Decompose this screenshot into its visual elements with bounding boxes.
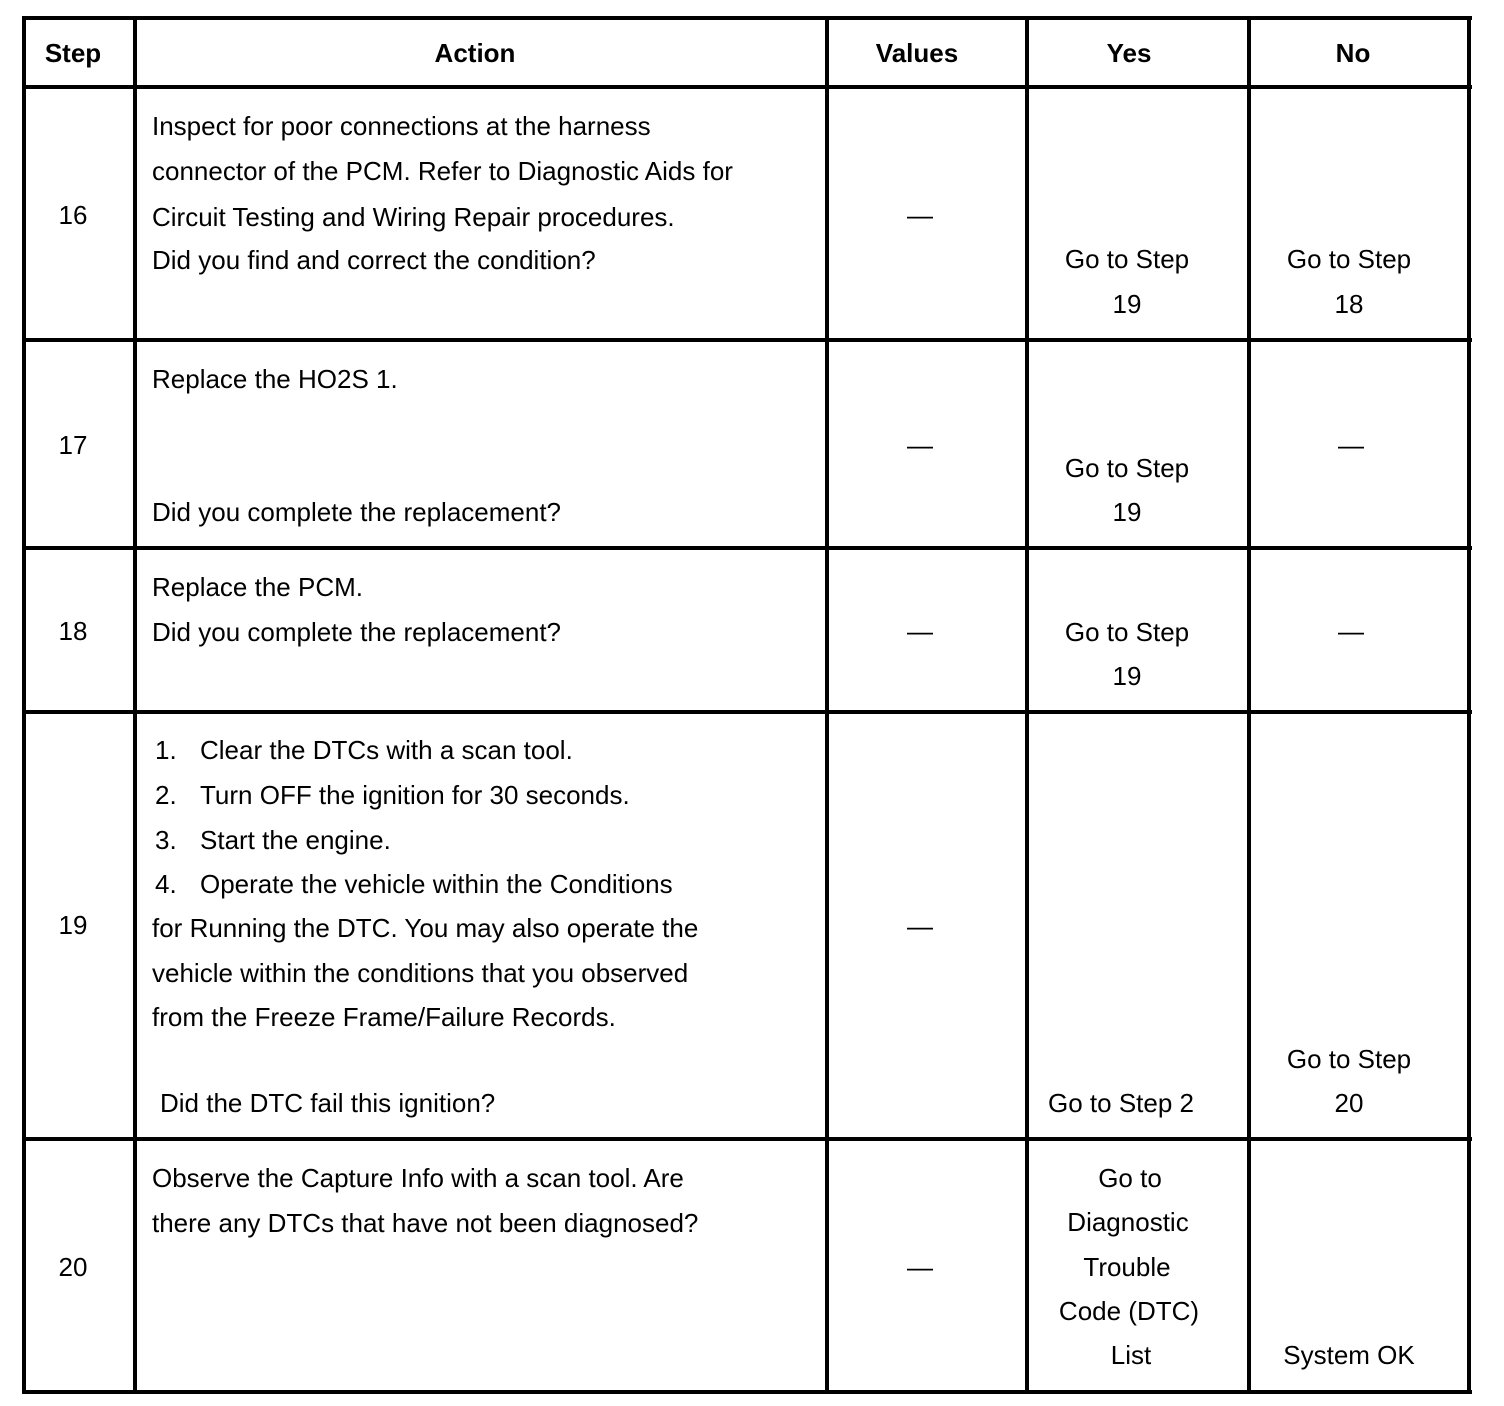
no-result: 20 <box>1334 1088 1364 1118</box>
table-border-right <box>1467 16 1471 1394</box>
values-dash: — <box>907 616 933 646</box>
action-line: Did you find and correct the condition? <box>152 245 596 275</box>
list-number: 3. <box>155 825 177 855</box>
list-number: 4. <box>155 869 177 899</box>
yes-result: 19 <box>1112 289 1142 319</box>
header-values: Values <box>875 38 959 68</box>
list-item: Turn OFF the ignition for 30 seconds. <box>200 780 630 810</box>
values-dash: — <box>907 911 933 941</box>
values-dash: — <box>907 200 933 230</box>
header-action: Action <box>434 38 516 68</box>
list-item: Clear the DTCs with a scan tool. <box>200 735 573 765</box>
yes-result: Go to Step <box>1064 244 1190 274</box>
column-divider <box>825 16 829 1394</box>
yes-result: Go to Step <box>1064 453 1190 483</box>
step-number: 17 <box>58 430 88 460</box>
action-line: from the Freeze Frame/Failure Records. <box>152 1002 616 1032</box>
header-divider <box>22 85 1472 89</box>
action-line: for Running the DTC. You may also operate the <box>152 913 699 943</box>
step-number: 20 <box>58 1252 88 1282</box>
no-dash: — <box>1338 616 1364 646</box>
no-result: Go to Step <box>1286 1044 1412 1074</box>
table-border-top <box>22 16 1472 20</box>
yes-result: Diagnostic <box>1067 1207 1189 1237</box>
action-line: Did you complete the replacement? <box>152 617 562 647</box>
yes-result: Go to <box>1098 1163 1162 1193</box>
row-divider <box>22 1137 1472 1141</box>
action-line: connector of the PCM. Refer to Diagnostic Aids for <box>152 156 733 186</box>
yes-result: Trouble <box>1083 1252 1171 1282</box>
row-divider <box>22 710 1472 714</box>
no-result: Go to Step <box>1286 244 1412 274</box>
table-border-bottom <box>22 1390 1472 1394</box>
list-item: Start the engine. <box>200 825 391 855</box>
no-result: 18 <box>1334 289 1364 319</box>
no-dash: — <box>1338 430 1364 460</box>
action-line: vehicle within the conditions that you observed <box>152 958 689 988</box>
header-no: No <box>1335 38 1371 68</box>
step-number: 16 <box>58 200 88 230</box>
table-border-left <box>22 16 26 1394</box>
yes-result: List <box>1110 1340 1152 1370</box>
yes-result: 19 <box>1112 661 1142 691</box>
yes-result: Go to Step 2 <box>1048 1088 1194 1118</box>
values-dash: — <box>907 430 933 460</box>
action-line: Inspect for poor connections at the harness <box>152 111 651 141</box>
step-number: 19 <box>58 910 88 940</box>
action-line: Replace the HO2S 1. <box>152 364 398 394</box>
action-line: Replace the PCM. <box>152 572 363 602</box>
header-step: Step <box>44 38 102 68</box>
action-line: Observe the Capture Info with a scan tool. Are <box>152 1163 684 1193</box>
step-number: 18 <box>58 616 88 646</box>
action-line: Circuit Testing and Wiring Repair procedures. <box>152 202 675 232</box>
column-divider <box>133 16 137 1394</box>
row-divider <box>22 546 1472 550</box>
list-number: 2. <box>155 780 177 810</box>
list-item: Operate the vehicle within the Conditions <box>200 869 673 899</box>
action-line: Did you complete the replacement? <box>152 497 562 527</box>
yes-result: Code (DTC) <box>1058 1296 1200 1326</box>
row-divider <box>22 338 1472 342</box>
action-line: there any DTCs that have not been diagnosed? <box>152 1208 699 1238</box>
yes-result: Go to Step <box>1064 617 1190 647</box>
header-yes: Yes <box>1106 38 1152 68</box>
no-result: System OK <box>1283 1340 1415 1370</box>
column-divider <box>1247 16 1251 1394</box>
values-dash: — <box>907 1252 933 1282</box>
column-divider <box>1025 16 1029 1394</box>
list-number: 1. <box>155 735 177 765</box>
action-line: Did the DTC fail this ignition? <box>160 1088 496 1118</box>
yes-result: 19 <box>1112 497 1142 527</box>
